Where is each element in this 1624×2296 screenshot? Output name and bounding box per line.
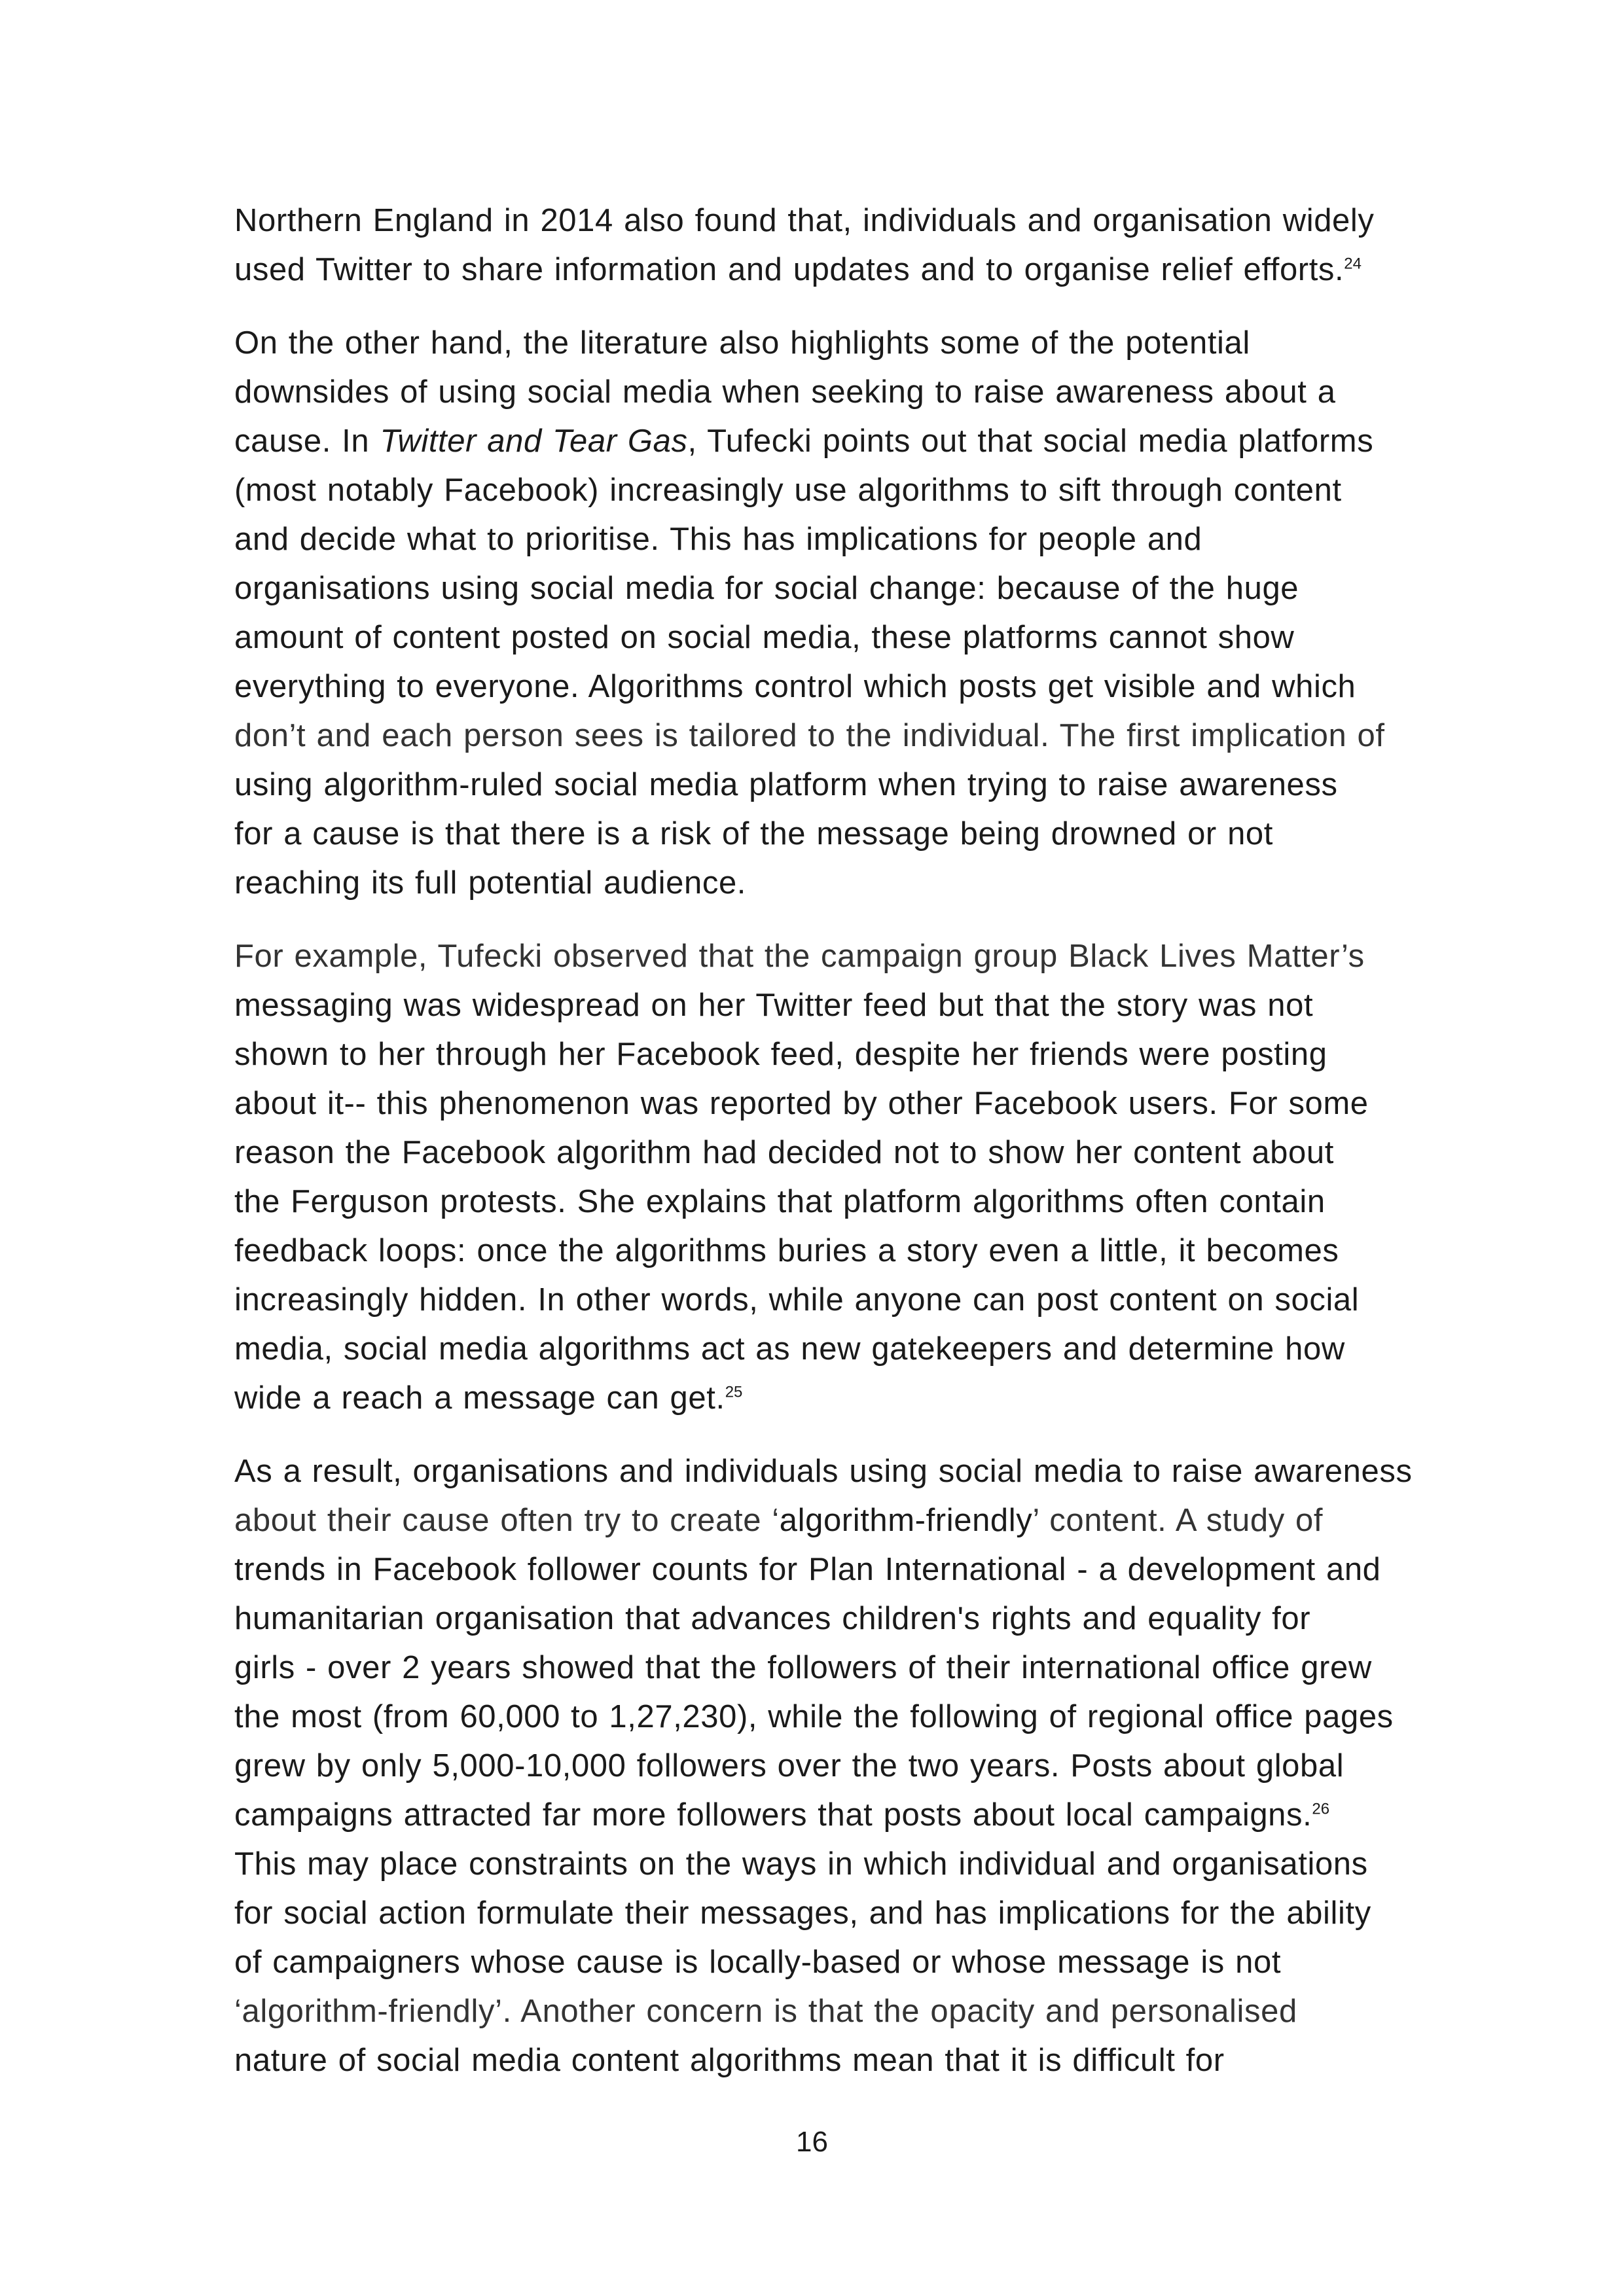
text-line [234, 932, 1517, 981]
document-body [234, 196, 1517, 2085]
text-line [234, 1325, 1517, 1374]
text-line [234, 368, 1517, 417]
text-segment: For example, Tufecki observed that the campaign group Black Lives Matter’s [234, 939, 1365, 974]
text-line [234, 1128, 1517, 1177]
text-line [234, 1447, 1517, 1496]
text-segment: , Tufecki points out that social media platforms [687, 423, 1374, 459]
text-line [234, 1545, 1517, 1594]
text-line [234, 515, 1517, 564]
text-segment: trends in Facebook follower counts for Plan International - a development and [234, 1552, 1381, 1587]
text-segment: This may place constraints on the ways in which individual and organisations [234, 1846, 1368, 1882]
text-segment: amount of content posted on social media, these platforms cannot show [234, 620, 1295, 655]
text-line [234, 564, 1517, 613]
text-line [234, 1079, 1517, 1128]
page-number: 16 [796, 2126, 828, 2158]
text-segment: feedback loops: once the algorithms buries a story even a little, it becomes [234, 1233, 1339, 1268]
text-line [234, 1030, 1517, 1079]
text-segment: organisations using social media for social change: because of the huge [234, 571, 1299, 606]
text-line [234, 1742, 1517, 1791]
text-line [234, 1840, 1517, 1889]
text-segment: messaging was widespread on her Twitter feed but that the story was not [234, 988, 1314, 1023]
text-segment: and decide what to prioritise. This has implications for people and [234, 522, 1202, 557]
text-line [234, 2036, 1517, 2085]
footnote-reference: 26 [1312, 1800, 1330, 1818]
text-segment: increasingly hidden. In other words, while anyone can post content on social [234, 1282, 1360, 1318]
text-segment: reaching its full potential audience. [234, 865, 747, 901]
text-segment: everything to everyone. Algorithms control which posts get visible and which [234, 669, 1356, 704]
text-segment: Northern England in 2014 also found that, individuals and organisation widely [234, 203, 1375, 238]
text-line [234, 1374, 1517, 1423]
paragraph [234, 1447, 1517, 2085]
paragraph [234, 196, 1517, 295]
text-segment: about it-- this phenomenon was reported by other Facebook users. For some [234, 1086, 1369, 1121]
text-segment: ‘algorithm-friendly’. Another concern is that the opacity and personalised [234, 1994, 1297, 2029]
text-segment: humanitarian organisation that advances children's rights and equality for [234, 1601, 1311, 1636]
text-line [234, 810, 1517, 859]
paragraph-gap [234, 1423, 1517, 1447]
text-segment: shown to her through her Facebook feed, despite her friends were posting [234, 1037, 1327, 1072]
paragraph [234, 932, 1517, 1423]
footnote-reference: 24 [1344, 255, 1362, 273]
text-segment: nature of social media content algorithms mean that it is difficult for [234, 2043, 1225, 2078]
text-segment: girls - over 2 years showed that the followers of their international office grew [234, 1650, 1372, 1685]
text-segment: the most (from 60,000 to 1,27,230), while the following of regional office pages [234, 1699, 1394, 1734]
text-line [234, 1643, 1517, 1693]
text-segment: downsides of using social media when seeking to raise awareness about a [234, 374, 1336, 410]
text-segment: ’ content. A study of [1032, 1503, 1324, 1538]
text-segment: reason the Facebook algorithm had decided not to show her content about [234, 1135, 1334, 1170]
text-segment: cause. In [234, 423, 380, 459]
text-segment: On the other hand, the literature also highlights some of the potential [234, 325, 1250, 361]
text-line [234, 245, 1517, 295]
text-segment: of campaigners whose cause is locally-based or whose message is not [234, 1945, 1282, 1980]
text-line [234, 1693, 1517, 1742]
text-line [234, 859, 1517, 908]
text-line [234, 981, 1517, 1030]
text-line [234, 196, 1517, 245]
text-segment: (most notably Facebook) increasingly use algorithms to sift through content [234, 473, 1342, 508]
text-line [234, 1496, 1517, 1545]
text-line [234, 1889, 1517, 1938]
text-segment: the Ferguson protests. She explains that platform algorithms often contain [234, 1184, 1326, 1219]
text-segment: media, social media algorithms act as new gatekeepers and determine how [234, 1331, 1345, 1367]
text-segment: using algorithm-ruled social media platform when trying to raise awareness [234, 767, 1338, 802]
paragraph [234, 319, 1517, 908]
text-line [234, 1987, 1517, 2036]
text-segment: for a cause is that there is a risk of the message being drowned or not [234, 816, 1273, 852]
text-line [234, 1791, 1517, 1840]
footnote-reference: 25 [725, 1383, 743, 1401]
text-line [234, 711, 1517, 761]
paragraph-gap [234, 908, 1517, 932]
text-line [234, 613, 1517, 662]
text-line [234, 1276, 1517, 1325]
text-line [234, 417, 1517, 466]
text-line [234, 1177, 1517, 1227]
text-line [234, 1938, 1517, 1987]
text-segment: campaigns attracted far more followers that posts about local campaigns. [234, 1797, 1312, 1833]
text-line [234, 1227, 1517, 1276]
text-line [234, 761, 1517, 810]
text-line [234, 1594, 1517, 1643]
paragraph-gap [234, 295, 1517, 319]
text-line [234, 466, 1517, 515]
text-segment: grew by only 5,000-10,000 followers over the two years. Posts about global [234, 1748, 1344, 1784]
text-segment: about their cause often try to create ‘ [234, 1503, 780, 1538]
text-segment: wide a reach a message can get. [234, 1380, 725, 1416]
book-title: Twitter and Tear Gas [380, 423, 688, 459]
text-segment: used Twitter to share information and updates and to organise relief efforts. [234, 252, 1344, 287]
text-segment: algorithm-friendly [779, 1503, 1033, 1538]
text-segment: for social action formulate their messages, and has implications for the ability [234, 1895, 1371, 1931]
text-line [234, 662, 1517, 711]
text-segment: As a result, organisations and individuals using social media to raise awareness [234, 1454, 1413, 1489]
text-segment: don’t and each person sees is tailored to the individual. The first implication of [234, 718, 1385, 753]
text-line [234, 319, 1517, 368]
